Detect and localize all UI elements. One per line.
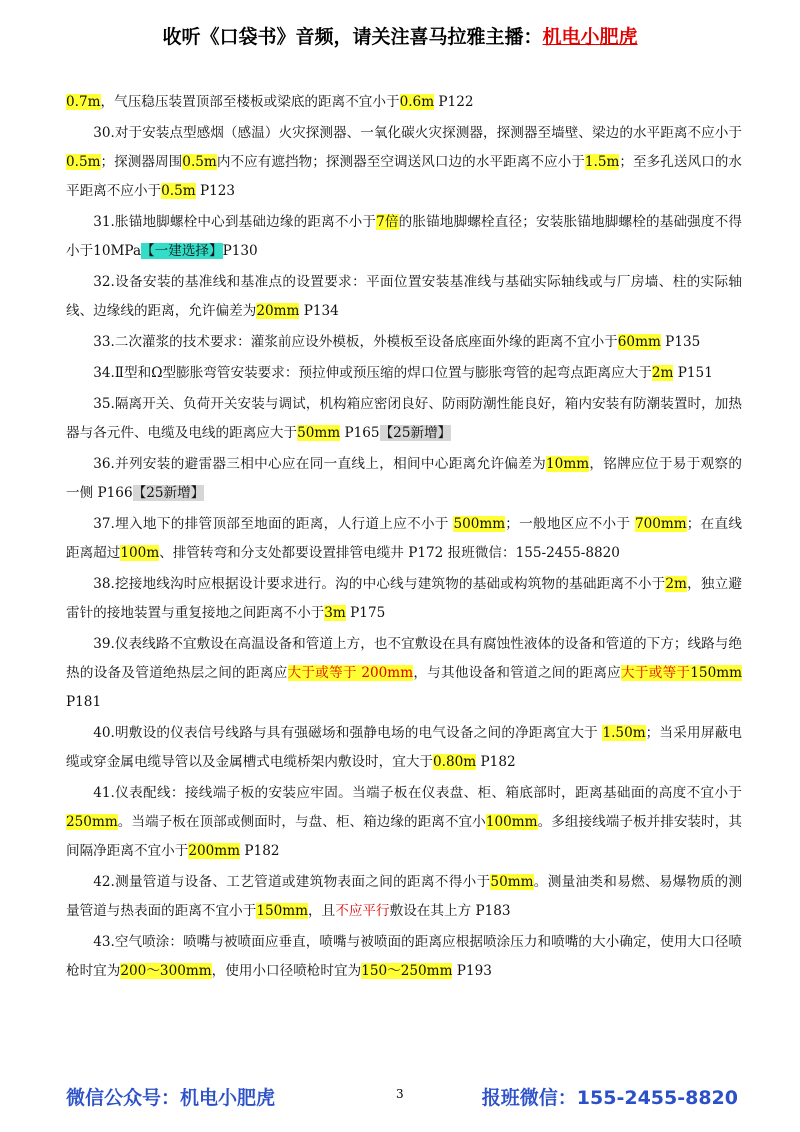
text-segment: ；当采用屏蔽电缆或穿金属电缆导管以及金属槽式电缆桥架内敷设时，宜大于 (66, 725, 743, 770)
text-segment: ；探测器周围 (100, 154, 183, 170)
text-segment: ；一般地区应不小于 (505, 516, 635, 532)
text-segment: P122 (434, 94, 474, 110)
text-segment: P165 (340, 425, 380, 441)
text-segment: P123 (195, 183, 236, 199)
highlighted-red-text: 大于或等于 (621, 665, 691, 681)
highlighted-value: 3m (324, 605, 346, 621)
text-segment: 30.对于安装点型感烟（感温）火灾探测器、一氧化碳火灾探测器，探测器至墙壁、梁边的水平距离不应小于 (93, 125, 742, 141)
highlighted-value: 50mm (490, 874, 534, 890)
text-segment: ，气压稳压装置顶部至楼板或梁底的距离不宜小于 (100, 94, 400, 110)
text-segment: 35.隔离开关、负荷开关安装与调试，机构箱应密闭良好、防雨防潮性能良好，箱内安装有防潮装置时，加热器与各元件、电缆及电线的距离应大于 (66, 396, 742, 441)
highlighted-value: 200mm (188, 843, 241, 859)
footer-contact: 报班微信：155-2455-8820 (481, 1087, 738, 1109)
text-segment: 敷设在其上方 P183 (389, 903, 511, 919)
highlighted-value: 0.80m (433, 754, 477, 770)
new-tag: 【25新增】 (132, 485, 205, 501)
paragraph (66, 88, 742, 117)
text-segment: 33.二次灌浆的技术要求：灌浆前应设外模板，外模板至设备底座面外缘的距离不宜小于 (93, 334, 618, 350)
paragraph (66, 868, 742, 926)
text-segment: 43.空气喷涂：喷嘴与被喷面应垂直，喷嘴与被喷面的距离应根据喷涂压力和喷嘴的大小确定，使用大口径喷枪时宜为 (66, 934, 742, 979)
paragraph (66, 359, 742, 388)
footer-wechat-account: 微信公众号：机电小肥虎 (66, 1087, 276, 1109)
text-segment: 40.明敷设的仪表信号线路与具有强磁场和强静电场的电气设备之间的净距离宜大于 (93, 725, 603, 741)
page-number: 3 (396, 1087, 404, 1101)
text-segment: ，且 (308, 903, 336, 919)
highlighted-value: 0.5m (161, 183, 196, 199)
highlighted-value: 60mm (617, 334, 661, 350)
text-segment: 38.挖接地线沟时应根据设计要求进行。沟的中心线与建筑物的基础或构筑物的基础距离不小于 (93, 576, 666, 592)
text-segment: ，使用小口径喷枪时宜为 (211, 963, 362, 979)
page-footer (0, 1083, 800, 1113)
new-tag: 【25新增】 (379, 425, 452, 441)
highlighted-value: 0.6m (399, 94, 435, 110)
paragraph (66, 570, 742, 628)
text-segment: ；在直线距离超过 (66, 516, 742, 561)
text-segment: P181 (66, 694, 102, 710)
highlighted-value: 100mm (485, 814, 538, 830)
paragraph (66, 928, 742, 986)
header-brand: 机电小肥虎 (542, 26, 638, 48)
highlighted-value: 500mm (453, 516, 506, 532)
text-segment: 。多组接线端子板并排安装时，其间隔净距离不宜小于 (66, 814, 743, 859)
highlighted-value: 1.5m (584, 154, 620, 170)
text-segment: P182 (476, 754, 516, 770)
text-segment: P175 (345, 605, 386, 621)
paragraph (66, 390, 742, 448)
highlighted-value: 0.5m (66, 154, 101, 170)
highlighted-value: 700mm (634, 516, 687, 532)
text-segment: 36.并列安装的避雷器三相中心应在同一直线上，相间中心距离允许偏差为 (93, 456, 547, 472)
text-segment: P130 (222, 243, 258, 259)
text-segment: 。当端子板在顶部或侧面时，与盘、柜、箱边缘的距离不宜小 (117, 814, 486, 830)
text-segment: P135 (660, 334, 701, 350)
text-segment: P182 (240, 843, 280, 859)
text-segment: 、排管转弯和分支处都要设置排管电缆井 P172 报班微信：155-2455-8820 (159, 545, 620, 561)
highlighted-value: 250mm (66, 814, 118, 830)
highlighted-value: 20mm (256, 303, 300, 319)
text-segment: ，铭牌应位于易于观察的一侧 P166 (66, 456, 742, 501)
paragraph (66, 268, 742, 326)
document-body (66, 88, 742, 988)
highlighted-value: 150～250mm (361, 963, 453, 979)
highlighted-value: 0.5m (182, 154, 217, 170)
text-segment: P193 (452, 963, 492, 979)
text-segment: 39.仪表线路不宜敷设在高温设备和管道上方，也不宜敷设在具有腐蚀性液体的设备和管道的下方；线路与绝热的设备及管道绝热层之间的距离应 (66, 636, 742, 681)
text-segment: 32.设备安装的基准线和基准点的设置要求：平面位置安装基准线与基础实际轴线或与厂房墙、柱的实际轴线、边缘线的距离，允许偏差为 (66, 274, 742, 319)
text-segment: ，与其他设备和管道之间的距离应 (413, 665, 622, 681)
text-segment: ；至多孔送风口的水平距离不应小于 (66, 154, 743, 199)
paragraph (66, 119, 742, 206)
text-segment: 31.胀锚地脚螺栓中心到基础边缘的距离不小于 (93, 214, 377, 230)
paragraph (66, 510, 742, 568)
paragraph (66, 630, 742, 717)
text-segment: 的胀锚地脚螺栓直径；安装胀锚地脚螺栓的基础强度不得小于10MPa (66, 214, 743, 259)
highlighted-value: 0.7m (66, 94, 101, 110)
text-segment: 42.测量管道与设备、工艺管道或建筑物表面之间的距离不得小于 (93, 874, 491, 890)
highlighted-value: 50mm (297, 425, 341, 441)
highlighted-value: 7倍 (376, 214, 399, 230)
highlighted-red-text: 大于或等于 200mm (287, 665, 414, 681)
text-segment: P151 (673, 365, 713, 381)
page-header (0, 22, 800, 49)
red-text: 不应平行 (335, 903, 390, 919)
highlighted-value: 10mm (546, 456, 590, 472)
paragraph (66, 208, 742, 266)
highlighted-value: 1.50m (602, 725, 646, 741)
exam-tag: 【一建选择】 (141, 243, 223, 259)
text-segment: P134 (299, 303, 339, 319)
text-segment: 内不应有遮挡物；探测器至空调送风口边的水平距离不应小于 (216, 154, 585, 170)
paragraph (66, 719, 742, 777)
paragraph (66, 779, 742, 866)
highlighted-value: 2m (651, 365, 674, 381)
header-text: 收听《口袋书》音频，请关注喜马拉雅主播： (162, 26, 543, 48)
highlighted-value: 2m (665, 576, 687, 592)
text-segment: ，独立避雷针的接地装置与重复接地之间距离不小于 (66, 576, 742, 621)
highlighted-value: 150mm (690, 665, 742, 681)
text-segment: 37.埋入地下的排管顶部至地面的距离，人行道上应不小于 (93, 516, 454, 532)
text-segment: 。测量油类和易燃、易爆物质的测量管道与热表面的距离不宜小于 (66, 874, 743, 919)
paragraph (66, 328, 742, 357)
highlighted-value: 150mm (256, 903, 309, 919)
highlighted-value: 100m (120, 545, 160, 561)
paragraph (66, 450, 742, 508)
highlighted-value: 200～300mm (120, 963, 212, 979)
text-segment: 34.Ⅱ型和Ω型膨胀弯管安装要求：预拉伸或预压缩的焊口位置与膨胀弯管的起弯点距离应大于 (93, 365, 652, 381)
text-segment: 41.仪表配线：接线端子板的安装应牢固。当端子板在仪表盘、柜、箱底部时，距离基础面的高度不宜小于 (93, 785, 742, 801)
